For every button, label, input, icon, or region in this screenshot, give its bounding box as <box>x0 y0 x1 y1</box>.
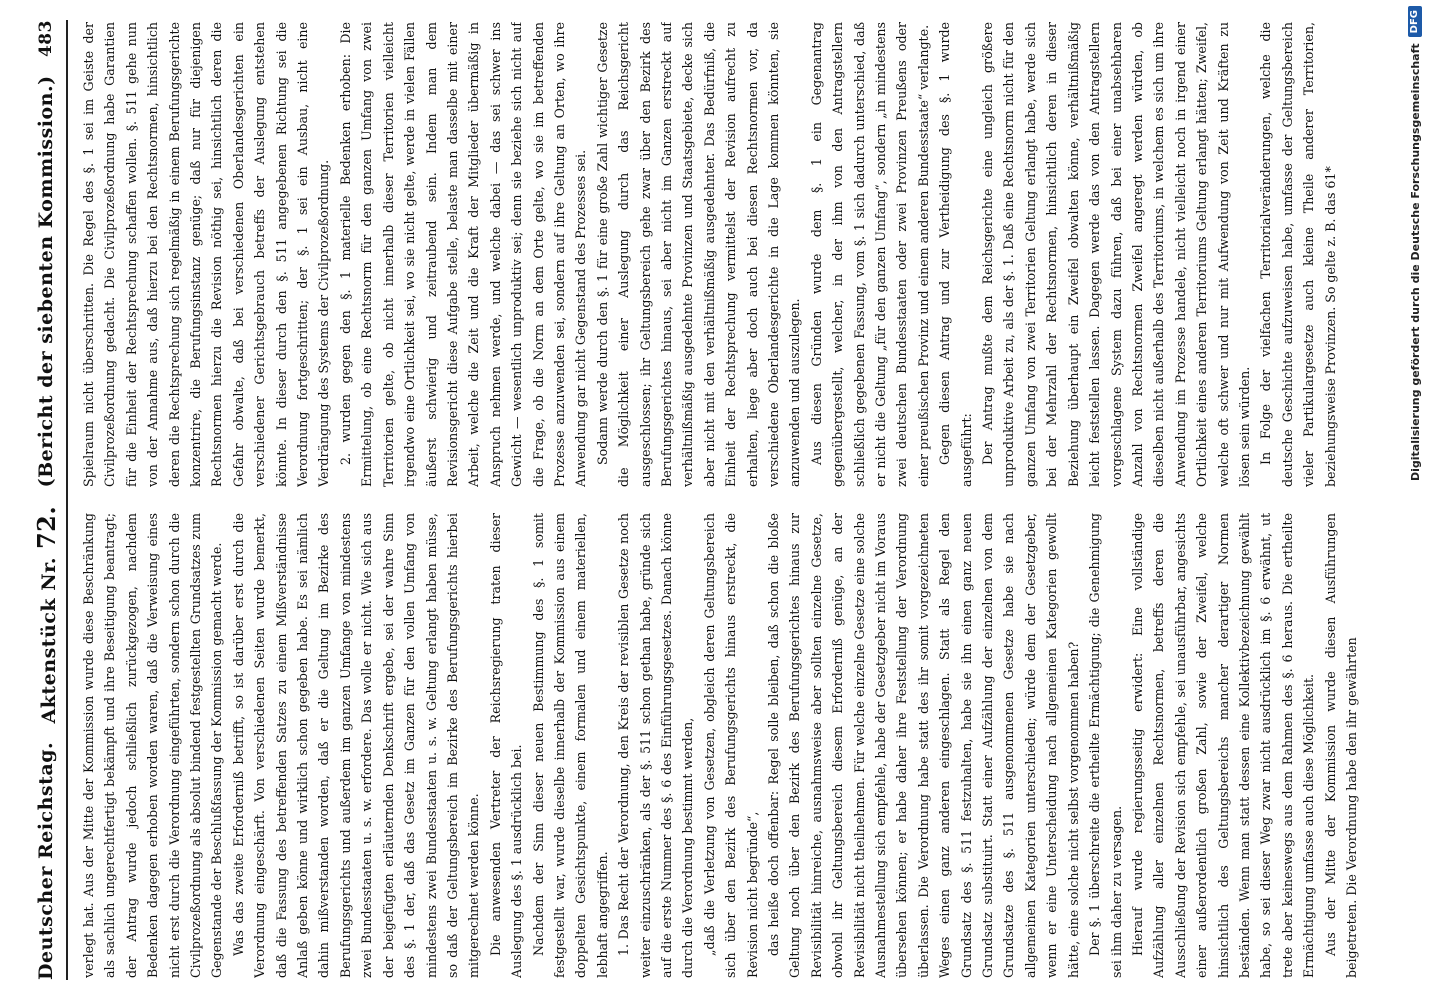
paragraph: Der §. 1 überschreite die ertheilte Ermächtigung; die Genehmigung sei ihm daher zu versagen. <box>1087 513 1124 978</box>
paragraph: Aus der Mitte der Kommission wurde diesen Ausführungen beigetreten. Die Verordnung habe den ihr gewährten <box>1322 513 1359 978</box>
paragraph: Spielraum nicht überschritten. Die Regel des §. 1 sei im Geiste der Civilprozeßordnung gedacht. Die Civilprozeßordnung habe Garantien für die Einheit der Rechtsprechung schaffen wollen. §. 511 gehe nun von der Annahme aus, daß hierzu bei den Rechtsnormen, hinsichtlich deren die Rechtsprechung sich regelmäßig in einem Berufungsgerichte konzentrire, die Berufungsinstanz genüge; daß nur für diejenigen Rechtsnormen hierzu die Revision nöthig sei, hinsichtlich deren die Gefahr obwalte, daß bei verschiedenen Oberlandesgerichten ein verschiedener Gerichtsgebrauch betreffs der Auslegung entstehen könnte. In dieser durch den §. 511 angegebenen Richtung sei die Verordnung fortgeschritten; der §. 1 sei ein Ausbau, nicht eine Verdrängung des Systems der Civilprozeßordnung. <box>81 22 332 487</box>
credit-line <box>1402 6 1428 994</box>
right-text-column <box>78 22 1370 487</box>
paragraph: Der Antrag mußte dem Reichsgerichte eine ungleich größere unproduktive Arbeit zu, als der §. 1. Daß eine Rechtsnorm nicht für den ganzen Umfang von zwei Territorien Geltung erlangt habe, werde sich bei der Mehrzahl der Rechtsnormen, hinsichtlich deren in dieser Beziehung überhaupt ein Zweifel obwalten könne, verhältnißmäßig leicht feststellen lassen. Dagegen werde das von den Antragstellern vorgeschlagene System dazu führen, daß bei einer unabsehbaren Anzahl von Rechtsnormen Zweifel angeregt werden würden, ob dieselben nicht außerhalb des Territoriums, in welchem es sich um ihre Anwendung im Prozesse handele, nicht vielleicht noch in irgend einer Ortlichkeit eines anderen Territoriums Geltung erlangt hätten; Zweifel, welche oft schwer und nur mit Aufwendung von Zeit und Kräften zu lösen sein würden. <box>980 22 1252 487</box>
paragraph: Was das zweite Erforderniß betrifft, so ist darüber erst durch die Verordnung eingeschärft. Von verschiedenen Seiten wurde bemerkt, daß die Fassung des betreffenden Satzes zu einem Mißverständnisse Anlaß geben könne und wirklich schon gegeben habe. Es sei nämlich dahin mißverstanden worden, daß er die Geltung im Bezirke des Berufungsgerichts und außerdem im ganzen Umfange von mindestens zwei Bundesstaaten u. s. w. erfordere. Das wolle er nicht. Wie sich aus der beigefügten erläuternden Denkschrift ergebe, sei der wahre Sinn des §. 1 der, daß das Gesetz im Ganzen für den vollen Umfang von mindestens zwei Bundesstaaten u. s. w. Geltung erlangt haben müsse, so daß der Geltungsbereich im Bezirke des Berufungsgerichts hierbei mitgerechnet werden könne. <box>230 513 482 978</box>
page-header <box>26 20 68 980</box>
page-number: 483 <box>36 20 56 58</box>
paragraph: „daß die Verletzung von Gesetzen, obgleich deren Geltungsbereich sich über den Bezirk des Berufungsgerichts hinaus erstreckt, die Revision nicht begründe“, <box>701 513 760 978</box>
header-document-number <box>32 506 61 724</box>
paragraph: das heiße doch offenbar: Regel solle bleiben, daß schon die bloße Geltung noch über den Bezirk des Berufungsgerichtes hinaus zur Revisibilität hinreiche, ausnahmsweise aber sollten einzelne Gesetze, obwohl ihr Geltungsbereich diesem Erforderniß genüge, an der Revisibilität nicht theilnehmen. Für welche einzelne Gesetze eine solche Ausnahmestellung sich empfehle, habe der Gesetzgeber nicht im Voraus übersehen können; er habe daher ihre Feststellung der Verordnung überlassen. Die Verordnung habe statt des ihr somit vorgezeichneten Weges einen ganz anderen eingeschlagen. Statt als Regel den Grundsatz des §. 511 festzuhalten, habe sie ihn einen ganz neuen Grundsatz substituirt. Statt einer Aufzählung der einzelnen von dem Grundsatze des §. 511 ausgenommenen Gesetze habe sie nach allgemeinen Kategorien unterschieden; würde dem der Gesetzgeber, wenn er eine Unterscheidung nach allgemeinen Kategorien gewollt hätte, eine solche nicht selbst vorgenommen haben? <box>766 513 1081 978</box>
credit-text: Digitalisierung gefördert durch die Deutsche Forschungsgemeinschaft <box>1408 43 1422 482</box>
paragraph: Nachdem der Sinn dieser neuen Bestimmung des §. 1 somit festgestellt war, wurde dieselbe innerhalb der Kommission aus einem doppelten Gesichtspunkte, einem formalen und einem materiellen, lebhaft angegriffen. <box>530 513 610 978</box>
left-text-column <box>78 513 1370 978</box>
paragraph: 1. Das Recht der Verordnung, den Kreis der revisiblen Gesetze noch weiter einzuschränken, als der §. 511 schon gethan habe, gründe sich auf die erste Nummer des §. 6 des Einführungsgesetzes. Danach könne durch die Verordnung bestimmt werden, <box>616 513 696 978</box>
paragraph: verlegt hat. Aus der Mitte der Kommission wurde diese Beschränkung als sachlich ungerechtfertigt bekämpft und ihre Beseitigung beantragt; der Antrag wurde jedoch schließlich zurückgezogen, nachdem Bedenken dagegen erhoben worden waren, daß die Verweisung eines nicht erst durch die Verordnung eingeführten, sondern schon durch die Civilprozeßordnung als absolut bindend festgestellten Grundsatzes zum Gegenstande der Beschlußfassung der Kommission gemacht werde. <box>81 513 225 978</box>
dfg-logo: DFG <box>1408 6 1422 37</box>
header-publication-title: Deutscher Reichstag. <box>35 741 57 980</box>
paragraph: In Folge der vielfachen Territorialveränderungen, welche die deutsche Geschichte aufzuweisen habe, umfasse der Geltungsbereich vieler Partikulargesetze auch kleine Theile anderer Territorien, beziehungsweise Provinzen. So gelte z. B. das 61* <box>1258 22 1338 487</box>
paragraph: Hierauf wurde regierungsseitig erwidert: Eine vollständige Aufzählung aller einzelnen Rechtsnormen, betreffs deren die Ausschließung der Revision sich empfehle, sei unausführbar, angesichts einer außerordentlich großen Zahl, sowie der Zweifel, welche hinsichtlich des Geltungsbereichs mancher derartiger Normen beständen. Wenn man statt dessen eine Kollektivbezeichnung gewählt habe, so sei dieser Weg zwar nicht ausdrücklich im §. 6 erwähnt, ut trete aber keineswegs aus dem Rahmen des §. 6 heraus. Die ertheilte Ermächtigung umfasse auch diese Möglichkeit. <box>1129 513 1317 978</box>
header-document-label: Aktenstück Nr. <box>37 557 60 724</box>
header-number: 72. <box>31 505 61 550</box>
paragraph: Gegen diesen Antrag und zur Vertheidigung des §. 1 wurde ausgeführt: <box>937 22 974 487</box>
text-columns <box>78 22 1370 978</box>
paragraph: Aus diesen Gründen wurde dem §. 1 ein Gegenantrag gegenübergestellt, welcher, in der ihm von den Antragstellern schließlich gegebenen Fassung, vom §. 1 sich dadurch unterschied, daß er nicht die Geltung „für den ganzen Umfang“, sondern „in mindestens zwei deutschen Bundesstaaten oder zwei Provinzen Preußens oder einer preußischen Provinz und einem anderen Bundesstaate“ verlangte. <box>808 22 931 487</box>
header-report-title: (Bericht der siebenten Kommission.) <box>35 75 57 488</box>
paragraph: Sodann werde durch den §. 1 für eine große Zahl wichtiger Gesetze die Möglichkeit einer Auslegung durch das Reichsgericht ausgeschlossen; ihr Geltungsbereich gehe zwar über den Bezirk des Berufungsgerichtes hinaus, sei aber nicht im Ganzen erstreckt auf verhältnißmäßig ausgedehnte Provinzen und Staatsgebiete, decke sich aber nicht mit den verhältnißmäßig ausgedehnter. Das Bedürfniß, die Einheit der Rechtsprechung vermittelst der Revision aufrecht zu erhalten, liege aber doch auch bei diesen Rechtsnormen vor, da verschiedene Oberlandesgerichte in die Lage kommen könnten, sie anzuwenden und auszulegen. <box>594 22 803 487</box>
paragraph: 2. wurden gegen den §. 1 materielle Bedenken erhoben: Die Ermittelung, ob eine Rechtsnorm für den ganzen Umfang von zwei Territorien gelte, ob nicht innerhalb dieser Territorien vielleicht irgendwo eine Ortlichkeit sei, wo sie nicht gelte, werde in vielen Fällen äußerst schwierig und zeitraubend sein. Indem man dem Revisionsgericht diese Aufgabe stelle, belaste man dasselbe mit einer Arbeit, welche die Zeit und die Kraft der Mitglieder übermäßig in Anspruch nehmen werde, und welche dabei — das sei schwer ins Gewicht — wesentlich unproduktiv sei; denn sie beziehe sich nicht auf die Frage, ob die Norm an dem Orte gelte, wo sie im betreffenden Prozesse anzuwenden sei, sondern auf ihre Geltung an Orten, wo ihre Anwendung gar nicht Gegenstand des Prozesses sei. <box>337 22 589 487</box>
paragraph: Die anwesenden Vertreter der Reichsregierung traten dieser Auslegung des §. 1 ausdrücklich bei. <box>487 513 525 978</box>
digitization-credit <box>1402 6 1428 994</box>
